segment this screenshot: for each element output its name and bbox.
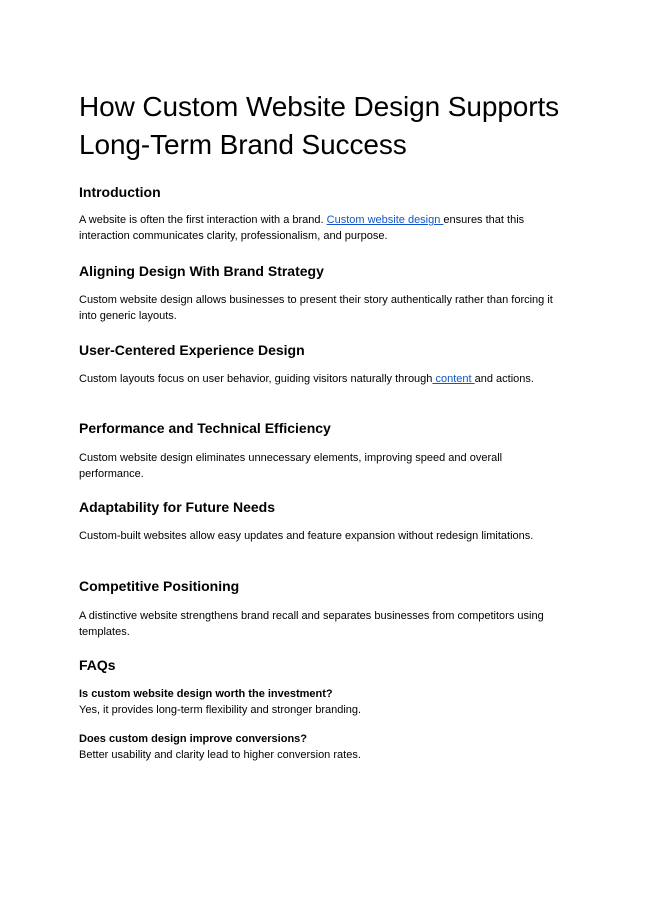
faq-answer: Yes, it provides long-term flexibility and stronger branding.: [79, 704, 362, 716]
heading-faqs: FAQs: [79, 657, 116, 673]
paragraph-text: A website is often the first interaction with a brand.: [79, 214, 327, 226]
faq-question: Does custom design improve conversions?: [79, 733, 308, 745]
paragraph-user-centered: [79, 371, 559, 387]
paragraph-text: ensures that this interaction communicates clarity, professionalism, and purpose.: [79, 214, 525, 242]
paragraph-introduction: [79, 212, 559, 244]
heading-aligning-design: Aligning Design With Brand Strategy: [79, 263, 324, 279]
heading-adaptability: Adaptability for Future Needs: [79, 499, 276, 515]
faq-answer: Better usability and clarity lead to higher conversion rates.: [79, 749, 361, 761]
paragraph-performance: Custom website design eliminates unnecessary elements, improving speed and overall performance.: [79, 452, 503, 480]
link-custom-website-design[interactable]: Custom website design: [326, 214, 444, 226]
heading-user-centered: User-Centered Experience Design: [79, 342, 305, 358]
paragraph-aligning-design: Custom website design allows businesses to present their story authentically rather than forcing it into generic layouts.: [79, 294, 553, 322]
page-title: How Custom Website Design Supports Long-Term Brand Success: [79, 91, 560, 160]
paragraph-competitive: A distinctive website strengthens brand recall and separates businesses from competitors using templates.: [79, 610, 544, 638]
paragraph-adaptability: Custom-built websites allow easy updates and feature expansion without redesign limitations.: [79, 530, 534, 542]
faq-question: Is custom website design worth the investment?: [79, 688, 333, 700]
paragraph-text: Custom layouts focus on user behavior, guiding visitors naturally through: [79, 373, 433, 385]
heading-introduction: Introduction: [79, 184, 161, 200]
heading-competitive: Competitive Positioning: [79, 578, 240, 594]
link-content[interactable]: content: [432, 373, 475, 385]
heading-performance: Performance and Technical Efficiency: [79, 420, 331, 436]
paragraph-text: and actions.: [474, 373, 534, 385]
